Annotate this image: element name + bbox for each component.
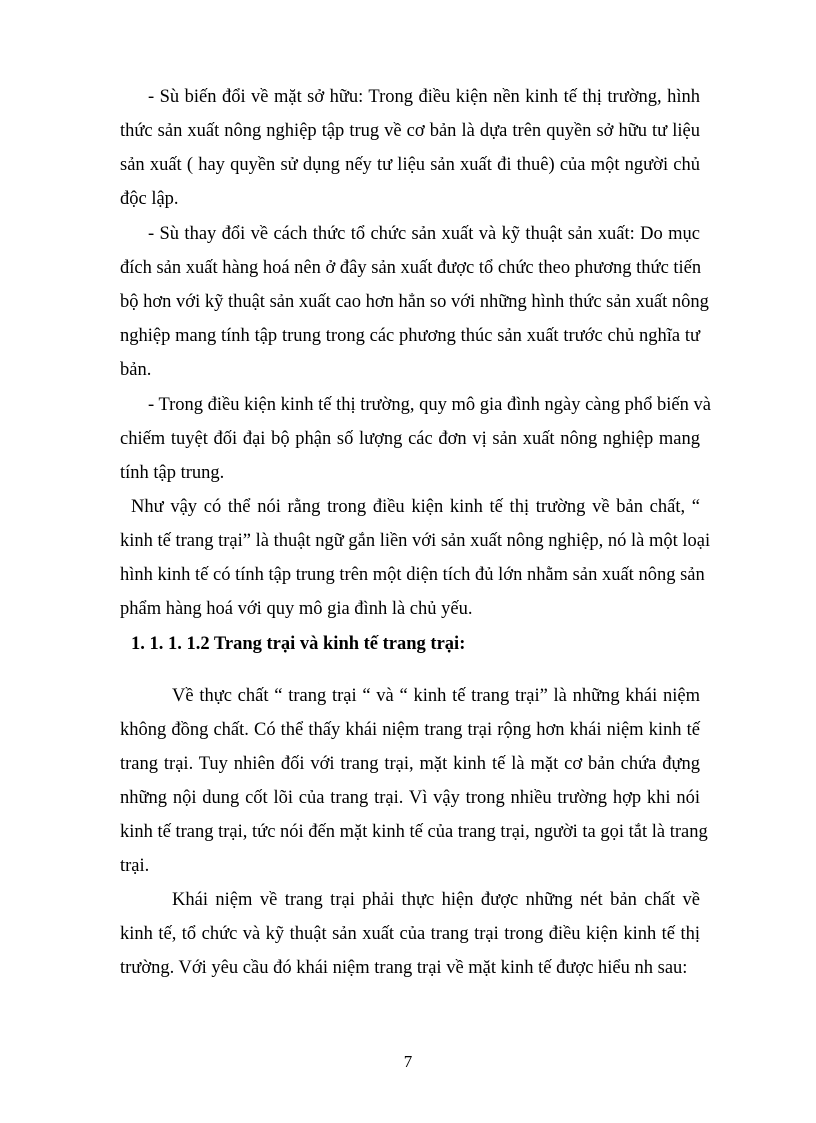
text-line: Khái niệm về trang trại phải thực hiện được những nét bản chất về: [172, 890, 700, 910]
text-line: sản xuất ( hay quyền sử dụng nếy tư liệu sản xuất đi thuê) của một người chủ: [120, 155, 700, 175]
text-line: đích sản xuất hàng hoá nên ở đây sản xuất được tổ chức theo phương thức tiến: [120, 258, 702, 278]
text-line: hình kinh tế có tính tập trung trên một diện tích đủ lớn nhằm sản xuất nông sản: [120, 565, 705, 585]
text-line: trường. Với yêu cầu đó khái niệm trang trại về mặt kinh tế được hiểu nh sau:: [120, 958, 688, 978]
text-line: không đồng chất. Có thể thấy khái niệm trang trại rộng hơn khái niệm kinh tế: [120, 720, 700, 740]
text-line: - Trong điều kiện kinh tế thị trường, quy mô gia đình ngày càng phổ biến và: [148, 395, 711, 415]
text-line: Như vậy có thể nói rằng trong điều kiện kinh tế thị trường về bản chất, “: [131, 497, 700, 517]
text-line: độc lập.: [120, 189, 179, 209]
text-line: nghiệp mang tính tập trung trong các phương thúc sản xuất trước chủ nghĩa tư: [120, 326, 700, 346]
text-line: bản.: [120, 360, 152, 380]
text-line: những nội dung cốt lõi của trang trại. Vì vậy trong nhiều trường hợp khi nói: [120, 788, 700, 808]
text-line: - Sù biến đổi về mặt sở hữu: Trong điều kiện nền kinh tế thị trường, hình: [148, 87, 700, 107]
text-line: bộ hơn với kỹ thuật sản xuất cao hơn hẳn so với những hình thức sản xuất nông: [120, 292, 709, 312]
section-heading: 1. 1. 1. 1.2 Trang trại và kinh tế trang trại:: [131, 634, 466, 654]
text-line: kinh tế, tổ chức và kỹ thuật sản xuất của trang trại trong điều kiện kinh tế thị: [120, 924, 700, 944]
text-line: trại.: [120, 856, 150, 876]
text-line: phẩm hàng hoá với quy mô gia đình là chủ yếu.: [120, 599, 473, 619]
text-line: tính tập trung.: [120, 463, 225, 483]
text-line: chiếm tuyệt đối đại bộ phận số lượng các đơn vị sản xuất nông nghiệp mang: [120, 429, 700, 449]
text-line: Về thực chất “ trang trại “ và “ kinh tế trang trại” là những khái niệm: [172, 686, 700, 706]
page-number: 7: [403, 1052, 413, 1071]
text-line: - Sù thay đổi về cách thức tổ chức sản xuất và kỹ thuật sản xuất: Do mục: [148, 224, 700, 244]
text-line: thức sản xuất nông nghiệp tập trug về cơ bản là dựa trên quyền sở hữu tư liệu: [120, 121, 700, 141]
text-line: kinh tế trang trại” là thuật ngữ gắn liền với sản xuất nông nghiệp, nó là một loại: [120, 531, 711, 551]
text-line: trang trại. Tuy nhiên đối với trang trại, mặt kinh tế là mặt cơ bản chứa đựng: [120, 754, 700, 774]
text-line: kinh tế trang trại, tức nói đến mặt kinh tế của trang trại, người ta gọi tắt là trang: [120, 822, 708, 842]
